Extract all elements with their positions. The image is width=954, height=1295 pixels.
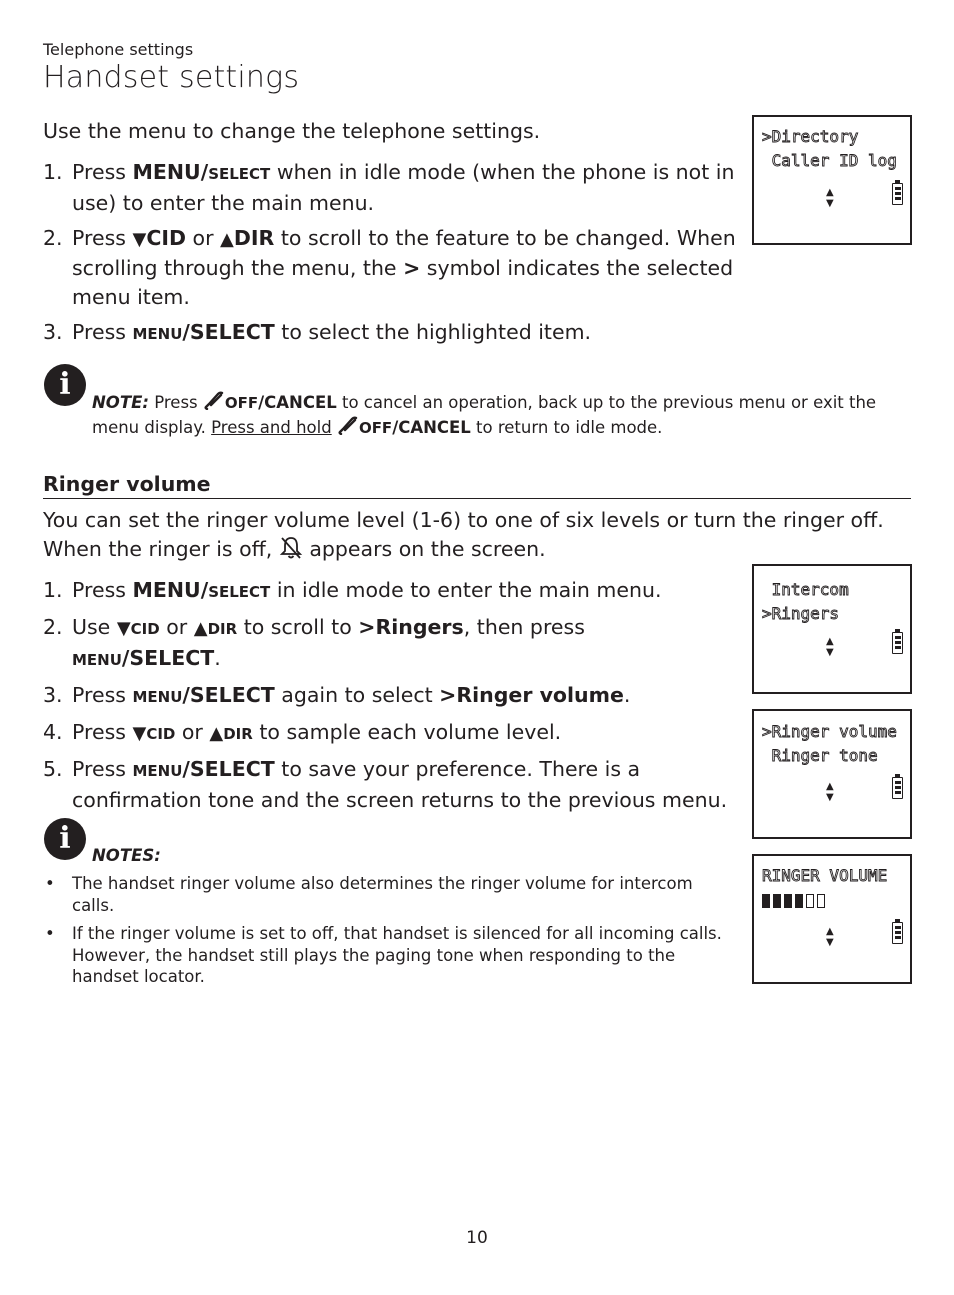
volume-bar xyxy=(817,894,825,908)
bell-off-icon xyxy=(279,535,303,561)
lcd-line: Caller ID log xyxy=(762,151,897,170)
battery-icon xyxy=(892,183,903,205)
triangle-up-icon: ▲ xyxy=(220,229,234,250)
lcd-line: Intercom xyxy=(762,580,849,599)
info-icon: i xyxy=(44,364,86,406)
up-down-arrows-icon: ▲ ▼ xyxy=(826,781,834,803)
lcd-line: Ringer tone xyxy=(762,746,878,765)
section-heading: Ringer volume xyxy=(43,472,911,499)
lcd-screen xyxy=(752,709,912,839)
triangle-down-icon: ▼ xyxy=(132,229,147,250)
list-item: • If the ringer volume is set to off, that handset is silenced for all incoming calls. However, the handset still plays the paging tone when responding to the handset locator. xyxy=(45,924,722,986)
note: NOTE: Press OFF/CANCEL to cancel an operation, back up to the previous menu or exit the menu display. Press and hold OFF/CANCEL to return to idle mode. xyxy=(92,390,892,440)
volume-bar xyxy=(784,894,792,908)
page-number: 10 xyxy=(466,1228,488,1248)
lcd-screen xyxy=(752,115,912,245)
list-item: 1. Press MENU/SELECT when in idle mode (when the phone is not in use) to enter the main menu. xyxy=(43,160,735,215)
phone-handset-icon xyxy=(337,415,359,435)
list-item: 5. Press MENU/SELECT to save your preference. There is a confirmation tone and the screen returns to the previous menu. xyxy=(43,757,728,812)
volume-bar xyxy=(795,894,803,908)
lcd-line: >Ringer volume xyxy=(762,722,897,741)
up-down-arrows-icon: ▲ ▼ xyxy=(826,636,834,658)
triangle-up-icon: ▲ xyxy=(209,723,224,744)
lcd-line: >Directory xyxy=(762,127,859,146)
volume-bar xyxy=(773,894,781,908)
list-item: 2. Press ▼CID or ▲DIR to scroll to the feature to be changed. When scrolling through the menu, the > symbol indicates the selected menu item. xyxy=(43,226,736,309)
list-item: • The handset ringer volume also determines the ringer volume for intercom calls. xyxy=(45,874,693,915)
info-icon: i xyxy=(44,818,86,860)
triangle-down-icon: ▼ xyxy=(132,723,147,744)
triangle-down-icon: ▼ xyxy=(116,618,131,639)
breadcrumb: Telephone settings xyxy=(43,40,194,59)
up-down-arrows-icon: ▲ ▼ xyxy=(826,187,834,209)
triangle-up-icon: ▲ xyxy=(193,618,208,639)
ringer-intro-paragraph: You can set the ringer volume level (1-6) to one of six levels or turn the ringer off. When the ringer is off, appears on the screen. xyxy=(43,508,884,561)
volume-bar xyxy=(762,894,770,908)
lcd-screen xyxy=(752,564,912,694)
menu-steps-list xyxy=(43,158,743,355)
notes-list xyxy=(43,873,723,995)
list-item: 2. Use ▼CID or ▲DIR to scroll to >Ringers, then press MENU/SELECT. xyxy=(43,615,585,670)
battery-icon xyxy=(892,922,903,944)
battery-icon xyxy=(892,632,903,654)
list-item: 4. Press ▼CID or ▲DIR to sample each volume level. xyxy=(43,720,562,744)
intro-paragraph: Use the menu to change the telephone settings. xyxy=(43,119,541,143)
ringer-steps-list xyxy=(43,576,733,821)
up-down-arrows-icon: ▲ ▼ xyxy=(826,926,834,948)
list-item: 3. Press MENU/SELECT to select the highlighted item. xyxy=(43,320,592,344)
phone-handset-icon xyxy=(203,390,225,410)
list-item: 1. Press MENU/SELECT in idle mode to enter the main menu. xyxy=(43,578,662,602)
volume-level-bars xyxy=(762,894,825,908)
list-item: 3. Press MENU/SELECT again to select >Ringer volume. xyxy=(43,683,631,707)
page-title: Handset settings xyxy=(43,60,300,95)
notes-label: NOTES: xyxy=(92,846,161,865)
lcd-line: RINGER VOLUME xyxy=(762,866,888,885)
lcd-screen xyxy=(752,854,912,984)
battery-icon xyxy=(892,777,903,799)
lcd-line: >Ringers xyxy=(762,604,840,623)
volume-bar xyxy=(806,894,814,908)
